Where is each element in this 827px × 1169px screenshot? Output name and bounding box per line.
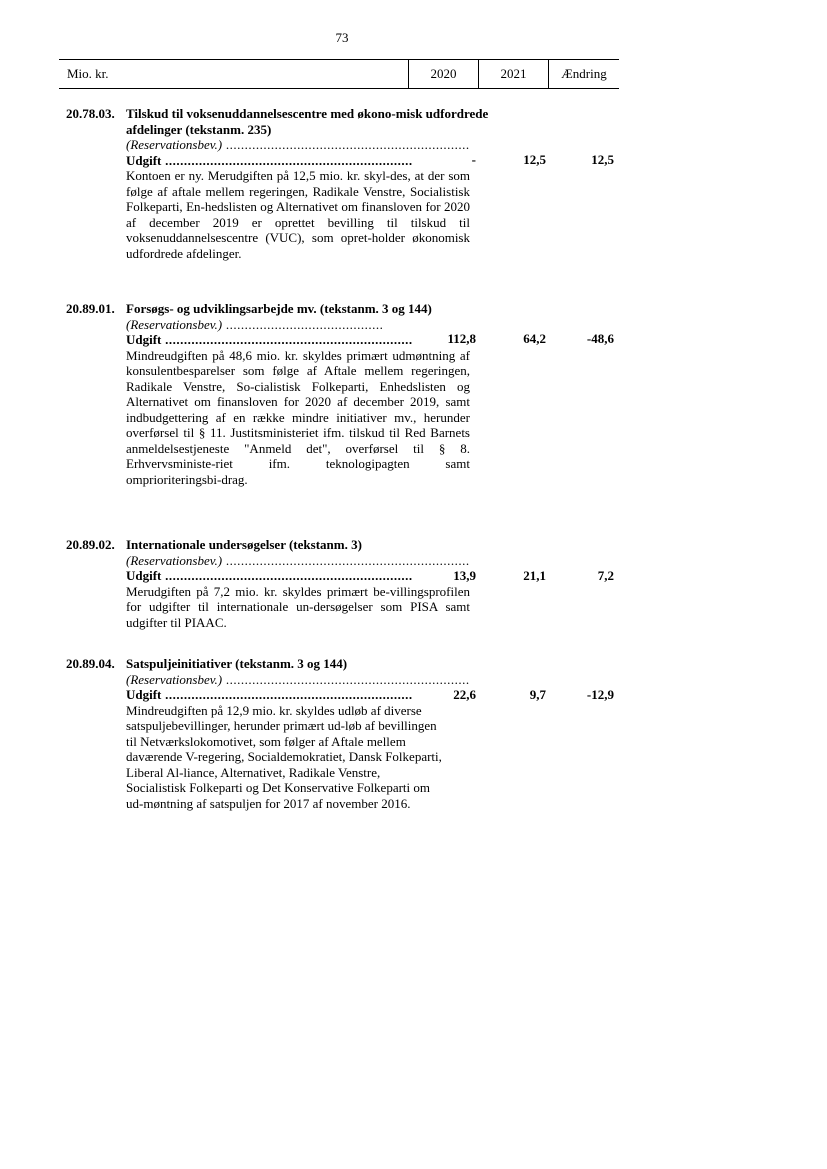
udgift-label: Udgift (126, 332, 162, 347)
udgift-label: Udgift (126, 152, 162, 168)
value-2020: 22,6 (453, 687, 476, 702)
value-2020: 112,8 (447, 331, 476, 346)
value-2021: 9,7 (529, 687, 546, 702)
udgift-label: Udgift (126, 687, 162, 702)
account-code: 20.78.03. (66, 106, 115, 121)
value-2021: 12,5 (523, 152, 546, 167)
account-description: Kontoen er ny. Merudgiften på 12,5 mio. kr. skyl-des, at der som følge af aftale mellem regeringen, Radikale Venstre, Socialistisk Folkeparti, En-hedslisten og Alternativet om finansloven for 2020 af december 2019 er oprettet bevilling til tilskud til voksenuddannelsescentre (VUC), som opret-holder økonomisk udfordrede afdelinger. (126, 168, 470, 261)
reservation-label: (Reservationsbev.) (126, 552, 223, 568)
account-title: Forsøgs- og udviklingsarbejde mv. (tekstanm. 3 og 144) (126, 301, 432, 316)
account-code: 20.89.01. (66, 301, 115, 316)
table-header (59, 59, 619, 89)
unit-header: Mio. kr. (67, 66, 109, 81)
udgift-label: Udgift (126, 568, 162, 583)
change-header: Ændring (548, 60, 619, 88)
year-2020-header: 2020 (408, 60, 478, 88)
value-change: -48,6 (586, 331, 614, 346)
value-2021: 64,2 (523, 331, 546, 346)
account-code: 20.89.02. (66, 537, 115, 552)
account-title: Satspuljeinitiativer (tekstanm. 3 og 144) (126, 656, 348, 671)
year-2021-header: 2021 (478, 60, 548, 88)
reservation-label: (Reservationsbev.) (126, 671, 223, 687)
account-description: Mindreudgiften på 12,9 mio. kr. skyldes udløb af diverse satspuljebevillinger, herunder primært ud-løb af bevillingen til Netværkslokomotivet, som følger af Aftale mellem daværende V-regering, Socialdemokratiet, Dansk Folkeparti, Liberal Al-liance, Alternativet, Radikale Venstre, Socialistisk Folkeparti og Det Konservative Folkeparti om ud-møntning af satspuljen for 2017 af november 2016. (126, 702, 442, 811)
account-code: 20.89.04. (66, 656, 115, 671)
reservation-label: (Reservationsbev.) (126, 137, 223, 152)
value-2021: 21,1 (523, 568, 546, 583)
page-number: 73 (335, 30, 349, 45)
account-description: Merudgiften på 7,2 mio. kr. skyldes primært be-villingsprofilen for udgifter til internationale un-dersøgelser som PISA samt udgifter til PIAAC. (126, 583, 470, 630)
account-title: Internationale undersøgelser (tekstanm. 3) (126, 537, 362, 552)
value-change: 7,2 (597, 568, 614, 583)
reservation-label: (Reservationsbev.) (126, 316, 223, 332)
value-2020: - (471, 152, 476, 167)
value-2020: 13,9 (453, 568, 476, 583)
value-change: 12,5 (591, 152, 614, 167)
value-change: -12,9 (586, 687, 614, 702)
account-title: Tilskud til voksenuddannelsescentre med økono-misk udfordrede afdelinger (tekstanm. 235) (126, 106, 489, 137)
account-description: Mindreudgiften på 48,6 mio. kr. skyldes primært udmøntning af konsulentbesparelser som følge af Aftale mellem regeringen, Radikale Venstre, So-cialistisk Folkeparti, Enhedslisten og Alternativet om finansloven for 2020 af december 2019, samt indbudgettering af en række mindre initiativer mv., herunder overførsel til § 11. Justitsministeriet ifm. tilskud til Red Barnets anmeldelsestjeneste "Anmeld det", overførsel til § 8. Erhvervsministe-riet ifm. teknologipagten samt omprioriteringsbi-drag. (126, 347, 470, 487)
